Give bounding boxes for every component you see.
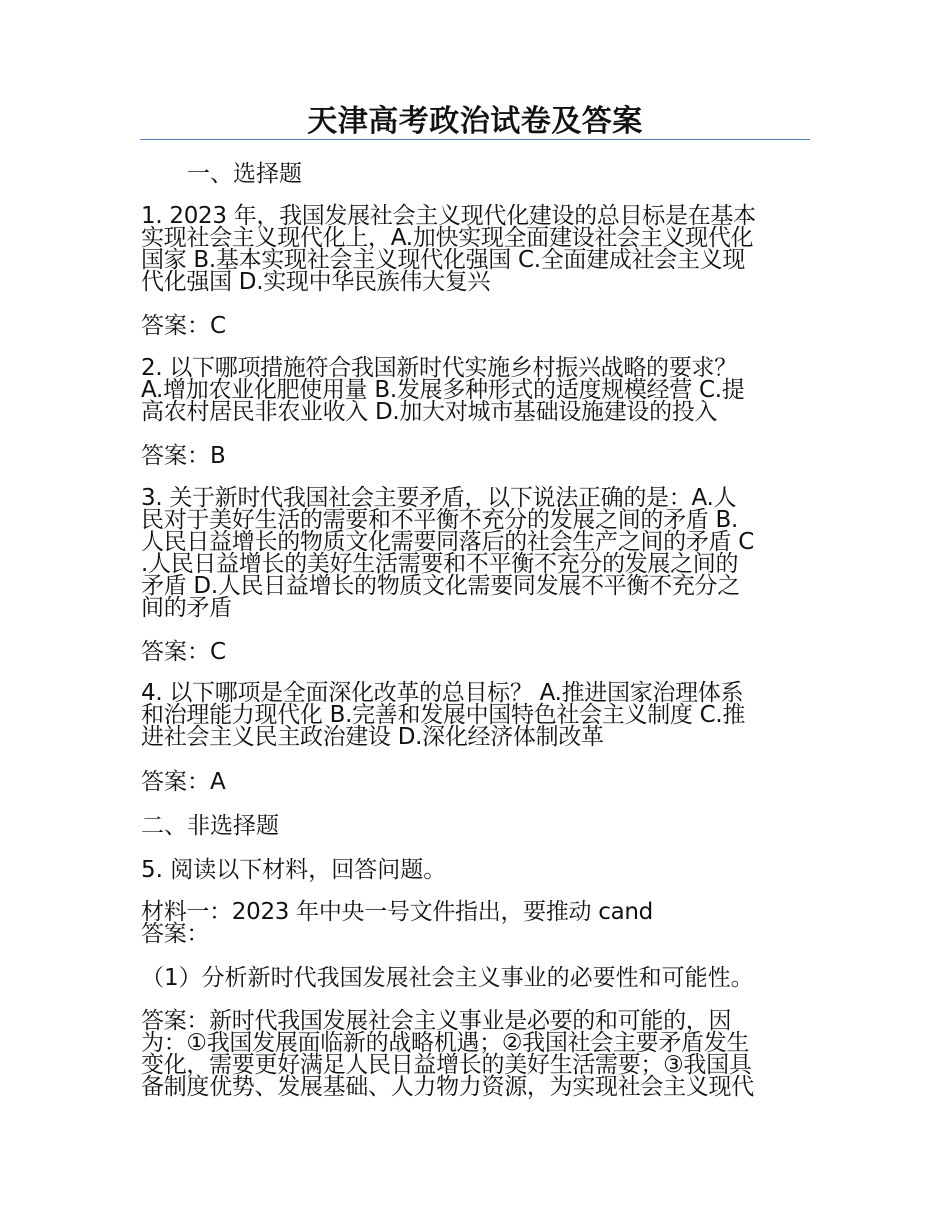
document-title: 天津高考政治试卷及答案: [307, 104, 643, 139]
question-line: A.增加农业化肥使用量 B.发展多种形式的适度规模经营 C.提: [141, 377, 745, 403]
title-underline: [140, 139, 810, 140]
answer-4: 答案：A: [141, 769, 226, 795]
question-line: 4. 以下哪项是全面深化改革的总目标？ A.推进国家治理体系: [141, 680, 744, 706]
sub-question-1: （1）分析新时代我国发展社会主义事业的必要性和可能性。: [141, 965, 754, 991]
answer-line: 变化，需要更好满足人民日益增长的美好生活需要；③我国具: [141, 1052, 752, 1078]
question-line: .人民日益增长的美好生活需要和不平衡不充分的发展之间的: [141, 551, 739, 577]
material-line: 答案：: [141, 921, 210, 947]
question-line: 间的矛盾: [141, 595, 232, 621]
final-answer-block: [141, 1010, 813, 1098]
question-line: 2. 以下哪项措施符合我国新时代实施乡村振兴战略的要求？: [141, 355, 737, 381]
question-line: 民对于美好生活的需要和不平衡不充分的发展之间的矛盾 B.: [141, 507, 739, 533]
question-line: 矛盾 D.人民日益增长的物质文化需要同发展不平衡不充分之: [141, 573, 740, 599]
answer-2: 答案：B: [141, 443, 226, 469]
answer-line: 备制度优势、发展基础、人力物力资源，为实现社会主义现代: [141, 1074, 754, 1100]
material-block: [141, 901, 813, 945]
answer-line: 答案：新时代我国发展社会主义事业是必要的和可能的，因: [141, 1008, 732, 1034]
question-line: 代化强国 D.实现中华民族伟大复兴: [141, 269, 491, 295]
question-line: 进社会主义民主政治建设 D.深化经济体制改革: [141, 724, 604, 750]
question-4: [141, 682, 813, 748]
question-line: 1. 2023 年，我国发展社会主义现代化建设的总目标是在基本: [141, 203, 756, 229]
question-3: [141, 487, 813, 619]
question-line: 和治理能力现代化 B.完善和发展中国特色社会主义制度 C.推: [141, 702, 746, 728]
question-line: 人民日益增长的物质文化需要同落后的社会生产之间的矛盾 C: [141, 529, 754, 555]
question-5-prompt: 5. 阅读以下材料，回答问题。: [141, 857, 447, 883]
question-line: 实现社会主义现代化上，A.加快实现全面建设社会主义现代化: [141, 225, 754, 251]
answer-line: 为：①我国发展面临新的战略机遇；②我国社会主要矛盾发生: [141, 1030, 750, 1056]
question-1: [141, 205, 813, 293]
material-line: 材料一：2023 年中央一号文件指出，要推动 cand: [141, 899, 653, 925]
section-heading-nonchoice: 二、非选择题: [141, 813, 279, 839]
question-line: 国家 B.基本实现社会主义现代化强国 C.全面建成社会主义现: [141, 247, 746, 273]
question-line: 高农村居民非农业收入 D.加大对城市基础设施建设的投入: [141, 399, 718, 425]
answer-3: 答案：C: [141, 639, 227, 665]
question-2: [141, 357, 813, 423]
question-line: 3. 关于新时代我国社会主要矛盾，以下说法正确的是：A.人: [141, 485, 737, 511]
answer-1: 答案：C: [141, 313, 227, 339]
section-heading-choice: 一、选择题: [187, 161, 302, 187]
